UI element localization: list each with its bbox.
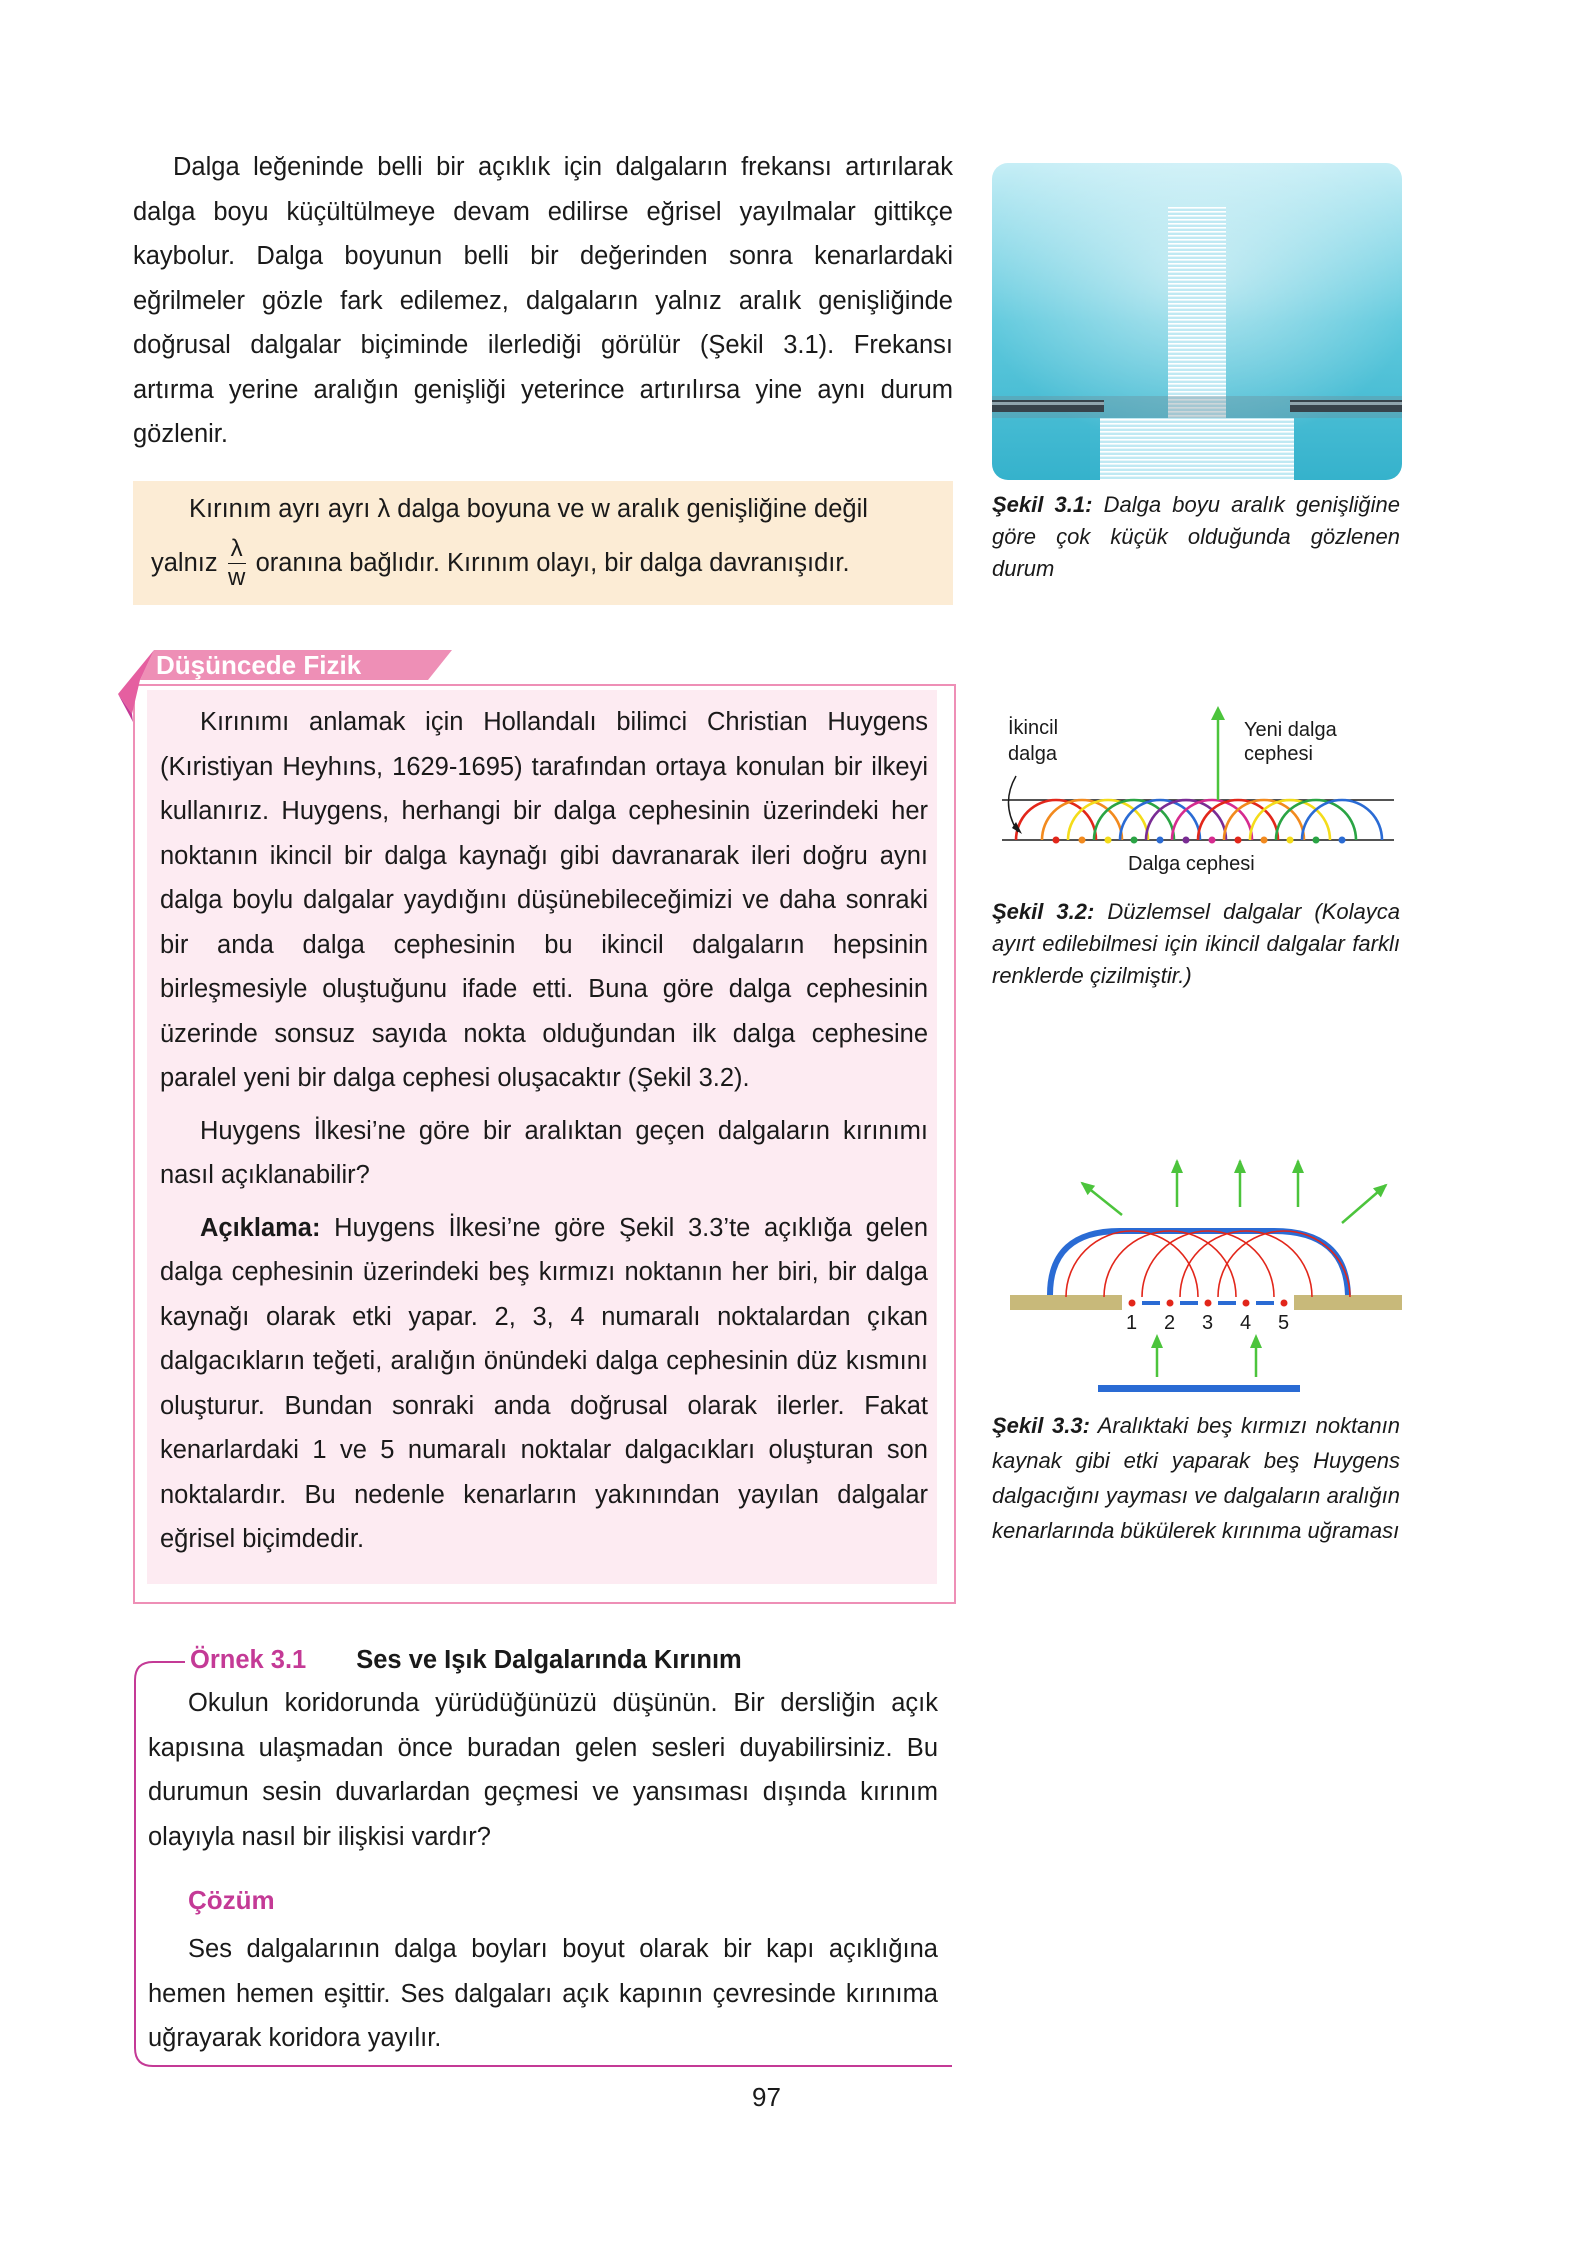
slit-point-number: 5 bbox=[1278, 1312, 1290, 1334]
figure-3-3-slit-diffraction-diagram bbox=[992, 1155, 1402, 1395]
secondary-wave-label-2: dalga bbox=[1008, 743, 1057, 765]
diffraction-highlight-box bbox=[133, 481, 953, 605]
huygens-wavelet bbox=[1104, 1231, 1236, 1297]
wavelet-source-point bbox=[1243, 1300, 1250, 1307]
wavelet-source-point bbox=[1287, 837, 1294, 844]
new-wavefront-label-1: Yeni dalga bbox=[1244, 719, 1337, 741]
example-heading bbox=[190, 1646, 742, 1675]
wavelet-source-point bbox=[1129, 1300, 1136, 1307]
secondary-wavelet bbox=[1146, 800, 1226, 840]
dusuncede-fizik-content bbox=[160, 700, 928, 1570]
figure-3-1-caption bbox=[992, 489, 1400, 585]
diffracted-arrow-head bbox=[1292, 1159, 1304, 1173]
huygens-wavelet bbox=[1180, 1231, 1312, 1297]
highlight-prefix: yalnız bbox=[151, 549, 218, 577]
fraction-denominator: w bbox=[227, 564, 246, 591]
diffracted-arrow-head bbox=[1171, 1159, 1183, 1173]
example-question: Okulun koridorunda yürüdüğünüzü düşünün. Bir dersliğin açık kapısına ulaşmadan önce buradan gelen sesleri duyabilirsiniz. Bu durumun sesin duvarlardan geçmesi ve yansıması dışında kırınım olayıyla nasıl bir ilişkisi vardır? bbox=[148, 1689, 938, 1851]
wavelet-source-point bbox=[1209, 837, 1216, 844]
wavelet-source-point bbox=[1235, 837, 1242, 844]
secondary-wavelet bbox=[1276, 800, 1356, 840]
solution-label: Çözüm bbox=[188, 1885, 275, 1915]
slit-point-number: 3 bbox=[1202, 1312, 1214, 1334]
explanation-text: Huygens İlkesi’ne göre Şekil 3.3’te açıklığa gelen dalga cephesinin üzerindeki beş kırmızı noktanın her biri, bir dalga kaynağı olarak etki yapar. 2, 3, 4 numaralı noktalardan çıkan dalgacıkların teğeti, aralığın önündeki dalga cephesinin düz kısmını oluşturur. Bundan sonraki anda doğrusal olarak ilerler. Fakat kenarlardaki 1 ve 5 numaralı noktalar dalgacıkları oluşturan son noktalardır. Bu nedenle kenarların yakınından yayılan dalgalar eğrisel biçimdedir. bbox=[160, 1213, 928, 1553]
incoming-arrow-head bbox=[1151, 1334, 1163, 1348]
secondary-wavelet bbox=[1302, 800, 1382, 840]
dusuncede-fizik-title: Düşüncede Fizik bbox=[156, 650, 362, 680]
explanation-label: Açıklama: bbox=[200, 1213, 321, 1242]
figure-3-2-label: Şekil 3.2: bbox=[992, 899, 1095, 924]
slit-point-number: 2 bbox=[1164, 1312, 1176, 1334]
propagation-arrow-head bbox=[1211, 706, 1225, 720]
huygens-wavelet bbox=[1218, 1231, 1350, 1297]
wavelet-source-point bbox=[1183, 837, 1190, 844]
figure-3-1-label: Şekil 3.1: bbox=[992, 492, 1093, 517]
barrier-left bbox=[1010, 1295, 1122, 1310]
figure-3-2-caption-text: Düzlemsel dalgalar (Kolayca ayırt edilebilmesi için ikincil dalgalar farklı renklerde çizilmiştir.) bbox=[992, 899, 1401, 988]
wavefront-label: Dalga cephesi bbox=[1128, 853, 1255, 875]
figure-3-3-drawing bbox=[992, 1155, 1402, 1395]
example-number: Örnek 3.1 bbox=[190, 1646, 307, 1674]
slit-point-number: 1 bbox=[1126, 1312, 1138, 1334]
huygens-explanation bbox=[160, 1206, 928, 1562]
figure-3-2-plane-wave-diagram bbox=[992, 704, 1402, 884]
figure-3-1-ripple-tank-photo bbox=[992, 163, 1402, 480]
figure-3-3-caption bbox=[992, 1408, 1400, 1548]
highlight-line-1: Kırınım ayrı ayrı λ dalga boyuna ve w aralık genişliğine değil bbox=[189, 495, 868, 523]
huygens-question: Huygens İlkesi’ne göre bir aralıktan geçen dalgaların kırınımı nasıl açıklanabilir? bbox=[160, 1116, 928, 1189]
wavelet-source-point bbox=[1053, 837, 1060, 844]
wavelet-source-point bbox=[1313, 837, 1320, 844]
secondary-wavelet bbox=[1250, 800, 1330, 840]
huygens-wavelet bbox=[1142, 1231, 1274, 1297]
wavelet-source-point bbox=[1205, 1300, 1212, 1307]
figure-3-3-label: Şekil 3.3: bbox=[992, 1413, 1090, 1438]
secondary-wavelet bbox=[1172, 800, 1252, 840]
solution-text: Ses dalgalarının dalga boyları boyut olarak bir kapı açıklığına hemen hemen eşittir. Ses dalgaları açık kapının çevresinde kırınıma uğrayarak koridora yayılır. bbox=[148, 1935, 938, 2052]
wavelet-source-point bbox=[1131, 837, 1138, 844]
huygens-paragraph: Kırınımı anlamak için Hollandalı bilimci Christian Huygens (Kıristiyan Heyhıns, 1629-1695) tarafından ortaya konulan bir ilkeyi kullanırız. Huygens, herhangi bir dalga cephesinin üzerindeki her noktanın ikincil bir dalga kaynağı gibi davranarak ileri doğru aynı dalga boylu dalgalar yaydığını düşünebileceğimizi ve daha sonraki bir anda dalga cephesinin bu ikincil dalgaların hepsinin birleşmesiyle oluştuğunu ifade etti. Buna göre dalga cephesinin üzerinde sonsuz sayıda nokta olduğundan ilk dalga cephesine paralel yeni bir dalga cephesi oluşacaktır (Şekil 3.2). bbox=[160, 708, 928, 1092]
lambda-over-w-fraction bbox=[228, 537, 246, 590]
wavelet-source-point bbox=[1339, 837, 1346, 844]
secondary-wavelet bbox=[1042, 800, 1122, 840]
new-wavefront-label-2: cephesi bbox=[1244, 743, 1313, 765]
highlight-line-2 bbox=[151, 537, 850, 590]
figure-3-3-caption-text: Aralıktaki beş kırmızı noktanın kaynak gibi etki yaparak beş Huygens dalgacığını yayması ve dalgaların aralığın kenarlarında bükülerek kırınıma uğraması bbox=[992, 1413, 1400, 1543]
wavelet-source-point bbox=[1079, 837, 1086, 844]
incoming-arrow-head bbox=[1250, 1334, 1262, 1348]
fraction-numerator: λ bbox=[228, 537, 246, 564]
slit-point-number: 4 bbox=[1240, 1312, 1252, 1334]
secondary-wavelet bbox=[1094, 800, 1174, 840]
diffracted-arrow-head bbox=[1234, 1159, 1246, 1173]
secondary-wavelet bbox=[1224, 800, 1304, 840]
wavelet-source-point bbox=[1157, 837, 1164, 844]
example-title: Ses ve Işık Dalgalarında Kırınım bbox=[356, 1646, 742, 1674]
huygens-wavelet bbox=[1066, 1231, 1198, 1297]
highlight-suffix: oranına bağlıdır. Kırınım olayı, bir dalga davranışıdır. bbox=[255, 549, 850, 577]
figure-3-2-caption bbox=[992, 896, 1400, 992]
page-number: 97 bbox=[752, 2082, 781, 2112]
wavelet-source-point bbox=[1167, 1300, 1174, 1307]
secondary-wave-label-1: İkincil bbox=[1008, 717, 1059, 739]
wavelet-source-point bbox=[1281, 1300, 1288, 1307]
secondary-wavelet bbox=[1068, 800, 1148, 840]
intro-paragraph: Dalga leğeninde belli bir açıklık için dalgaların frekansı artırılarak dalga boyu küçültülmeye devam edilirse eğrisel yayılmalar gittikçe kaybolur. Dalga boyunun belli bir değerinden sonra kenarlardaki eğrilmeler gözle fark edilemez, dalgaların yalnız aralık genişliğinde doğrusal dalgalar biçiminde ilerlediği görülür (Şekil 3.1). Frekansı artırma yerine aralığın genişliği yeterince artırılırsa yine aynı durum gözlenir. bbox=[133, 153, 953, 448]
figure-3-1-caption-text: Dalga boyu aralık genişliğine göre çok küçük olduğunda gözlenen durum bbox=[992, 492, 1400, 581]
incoming-wavefront bbox=[1098, 1385, 1300, 1392]
wavelet-source-point bbox=[1105, 837, 1112, 844]
secondary-wavelet bbox=[1198, 800, 1278, 840]
wavelet-source-point bbox=[1261, 837, 1268, 844]
barrier-right bbox=[1294, 1295, 1402, 1310]
secondary-wavelet bbox=[1016, 800, 1096, 840]
secondary-wavelet bbox=[1120, 800, 1200, 840]
